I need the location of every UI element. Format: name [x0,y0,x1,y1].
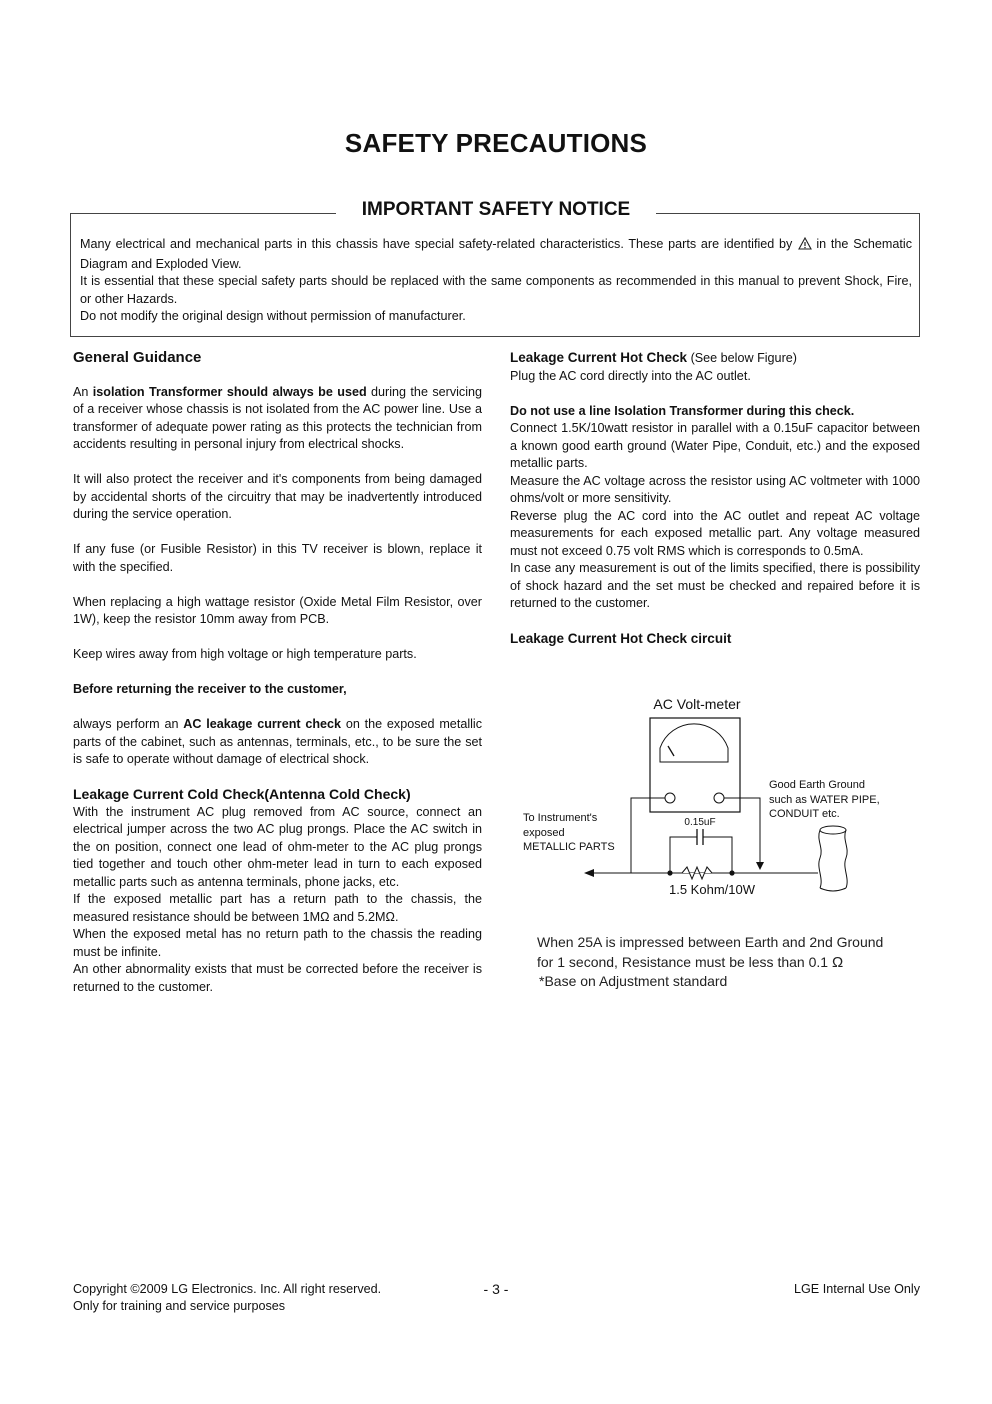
p1-bold: isolation Transformer should always be used [92,384,367,399]
ohm-symbol: Ω [831,953,844,971]
notice-body [80,236,912,326]
meter-needle [668,746,674,756]
paragraph-isolation [73,384,482,454]
hot-check-p6: In case any measurement is out of the limits specified, there is possibility of shock hazard and the set must be checked and repaired before it is returned to the customer. [510,561,920,610]
junction-right [729,870,734,875]
hot-check-heading-note: (See below Figure) [690,351,797,365]
hot-check-warning: Do not use a line Isolation Transformer during this check. [510,403,855,418]
hot-check-p1: Plug the AC cord directly into the AC outlet. [510,368,751,383]
water-pipe-icon [819,830,821,888]
ground-label-3: CONDUIT etc. [769,808,840,820]
arrow-down-icon [756,862,764,870]
paragraph-fuse: If any fuse (or Fusible Resistor) in this TV receiver is blown, replace it with the specified. [73,542,482,574]
hot-check-p5: Reverse plug the AC cord into the AC outlet and repeat AC voltage measurements for each exposed metallic part. Any voltage measured must not exceed 0.75 volt RMS which is corresponds to 0.5mA. [510,508,920,558]
cold-check-p3: When the exposed metal has no return path to the chassis the reading must be infinite. [73,927,482,959]
footer-internal: LGE Internal Use Only [794,1282,920,1296]
hot-check-heading-line [510,349,920,368]
note-line-2-text: for 1 second, Resistance must be less than 0.1 [537,953,829,970]
warning-triangle-icon [798,237,812,256]
notice-line-1-text: Many electrical and mechanical parts in this chassis have special safety-related characteristics. These parts are identified by [80,237,793,251]
meter-label: AC Volt-meter [653,696,741,712]
meter-lead-left [631,798,665,873]
footer-left [73,1281,381,1314]
hot-check-heading: Leakage Current Hot Check [510,350,688,365]
meter-lead-right [724,798,760,866]
instrument-label-1: To Instrument's [523,812,598,824]
meter-terminal-right [714,793,724,803]
instrument-label-3: METALLIC PARTS [523,841,615,853]
paragraph-wires: Keep wires away from high voltage or high temperature parts. [73,647,417,661]
footer-copyright: Copyright ©2009 LG Electronics. Inc. All right reserved. [73,1282,382,1296]
p6-pre: always perform an [73,717,179,731]
paragraph-ac-check [73,716,482,769]
notice-line-1-tail: in the Schematic Diagram and Exploded View. [80,237,912,271]
ground-label-2: such as WATER PIPE, [769,794,880,806]
resistor-symbol [682,867,712,879]
p6-bold: AC leakage current check [183,717,342,731]
hot-check-circuit-diagram [510,690,920,915]
page-title: SAFETY PRECAUTIONS [344,128,648,158]
note-line-1: When 25A is impressed between Earth and 2nd Ground [537,934,884,950]
circuit-heading: Leakage Current Hot Check circuit [510,631,732,646]
resistor-label: 1.5 Kohm/10W [669,882,755,897]
water-pipe-top [820,826,846,834]
meter-dial [660,724,728,762]
notice-line-3: Do not modify the original design without permission of manufacturer. [80,309,466,323]
cold-check-p2: If the exposed metallic part has a return path to the chassis, the measured resistance should be between 1MΩ and 5.2MΩ. [73,892,482,924]
general-guidance-heading: General Guidance [73,349,202,366]
notice-line-2: It is essential that these special safety parts should be replaced with the same components as recommended in this manual to prevent Shock, Fire, or other Hazards. [80,274,912,306]
water-pipe-bottom [820,888,846,891]
paragraph-protect: It will also protect the receiver and it's components from being damaged by accidental shorts of the circuitry that may be inadvertently introduced during the service operation. [73,472,482,521]
adjustment-note [537,933,927,992]
cold-check-p4: An other abnormality exists that must be corrected before the receiver is returned to the customer. [73,962,482,994]
capacitor-lead-left [670,837,697,873]
notice-line-1 [80,236,912,273]
footer-training: Only for training and service purposes [73,1298,286,1313]
page-number: - 3 - [483,1281,509,1297]
before-returning-heading: Before returning the receiver to the customer, [73,682,347,696]
meter-terminal-left [665,793,675,803]
ground-label-1: Good Earth Ground [769,779,866,791]
instrument-label-2: exposed [523,827,565,839]
note-line-3: *Base on Adjustment standard [539,973,728,989]
paragraph-resistor: When replacing a high wattage resistor (Oxide Metal Film Resistor, over 1W), keep the resistor 10mm away from PCB. [73,594,482,626]
junction-left [667,870,672,875]
hot-check-p3: Connect 1.5K/10watt resistor in parallel with a 0.15uF capacitor between a known good earth ground (Water Pipe, Conduit, etc.) and the exposed metallic parts. [510,421,920,470]
p1-pre: An [73,384,89,399]
cold-check-p1: With the instrument AC plug removed from AC source, connect an electrical jumper across the two AC plug prongs. Place the AC switch in the on position, connect one lead of ohm-meter to the AC plug prongs tied together and touch other ohm-meter lead in turn to each exposed metallic parts such as antenna terminals, phone jacks, etc. [73,804,482,889]
right-column [510,349,920,648]
notice-title: IMPORTANT SAFETY NOTICE [336,199,656,221]
water-pipe-edge [845,830,847,888]
hot-check-p4: Measure the AC voltage across the resistor using AC voltmeter with 1000 ohms/volt or more sensitivity. [510,473,920,505]
note-line-2 [537,953,927,973]
p6-post: on the exposed metallic parts of the cabinet, such as antennas, terminals, etc., to be sure the set is safe to operate without damage of electrical shock. [73,717,483,766]
cold-check-heading: Leakage Current Cold Check(Antenna Cold Check) [73,786,411,802]
capacitor-label: 0.15uF [684,817,716,828]
p1-post: during the servicing of a receiver whose chassis is not isolated from the AC power line. Use a transformer of adequate power rating as this protects the technician from accidents resulting in personal injury from electrical shocks. [73,384,483,451]
left-column [73,349,482,996]
arrow-left-icon [584,869,594,877]
